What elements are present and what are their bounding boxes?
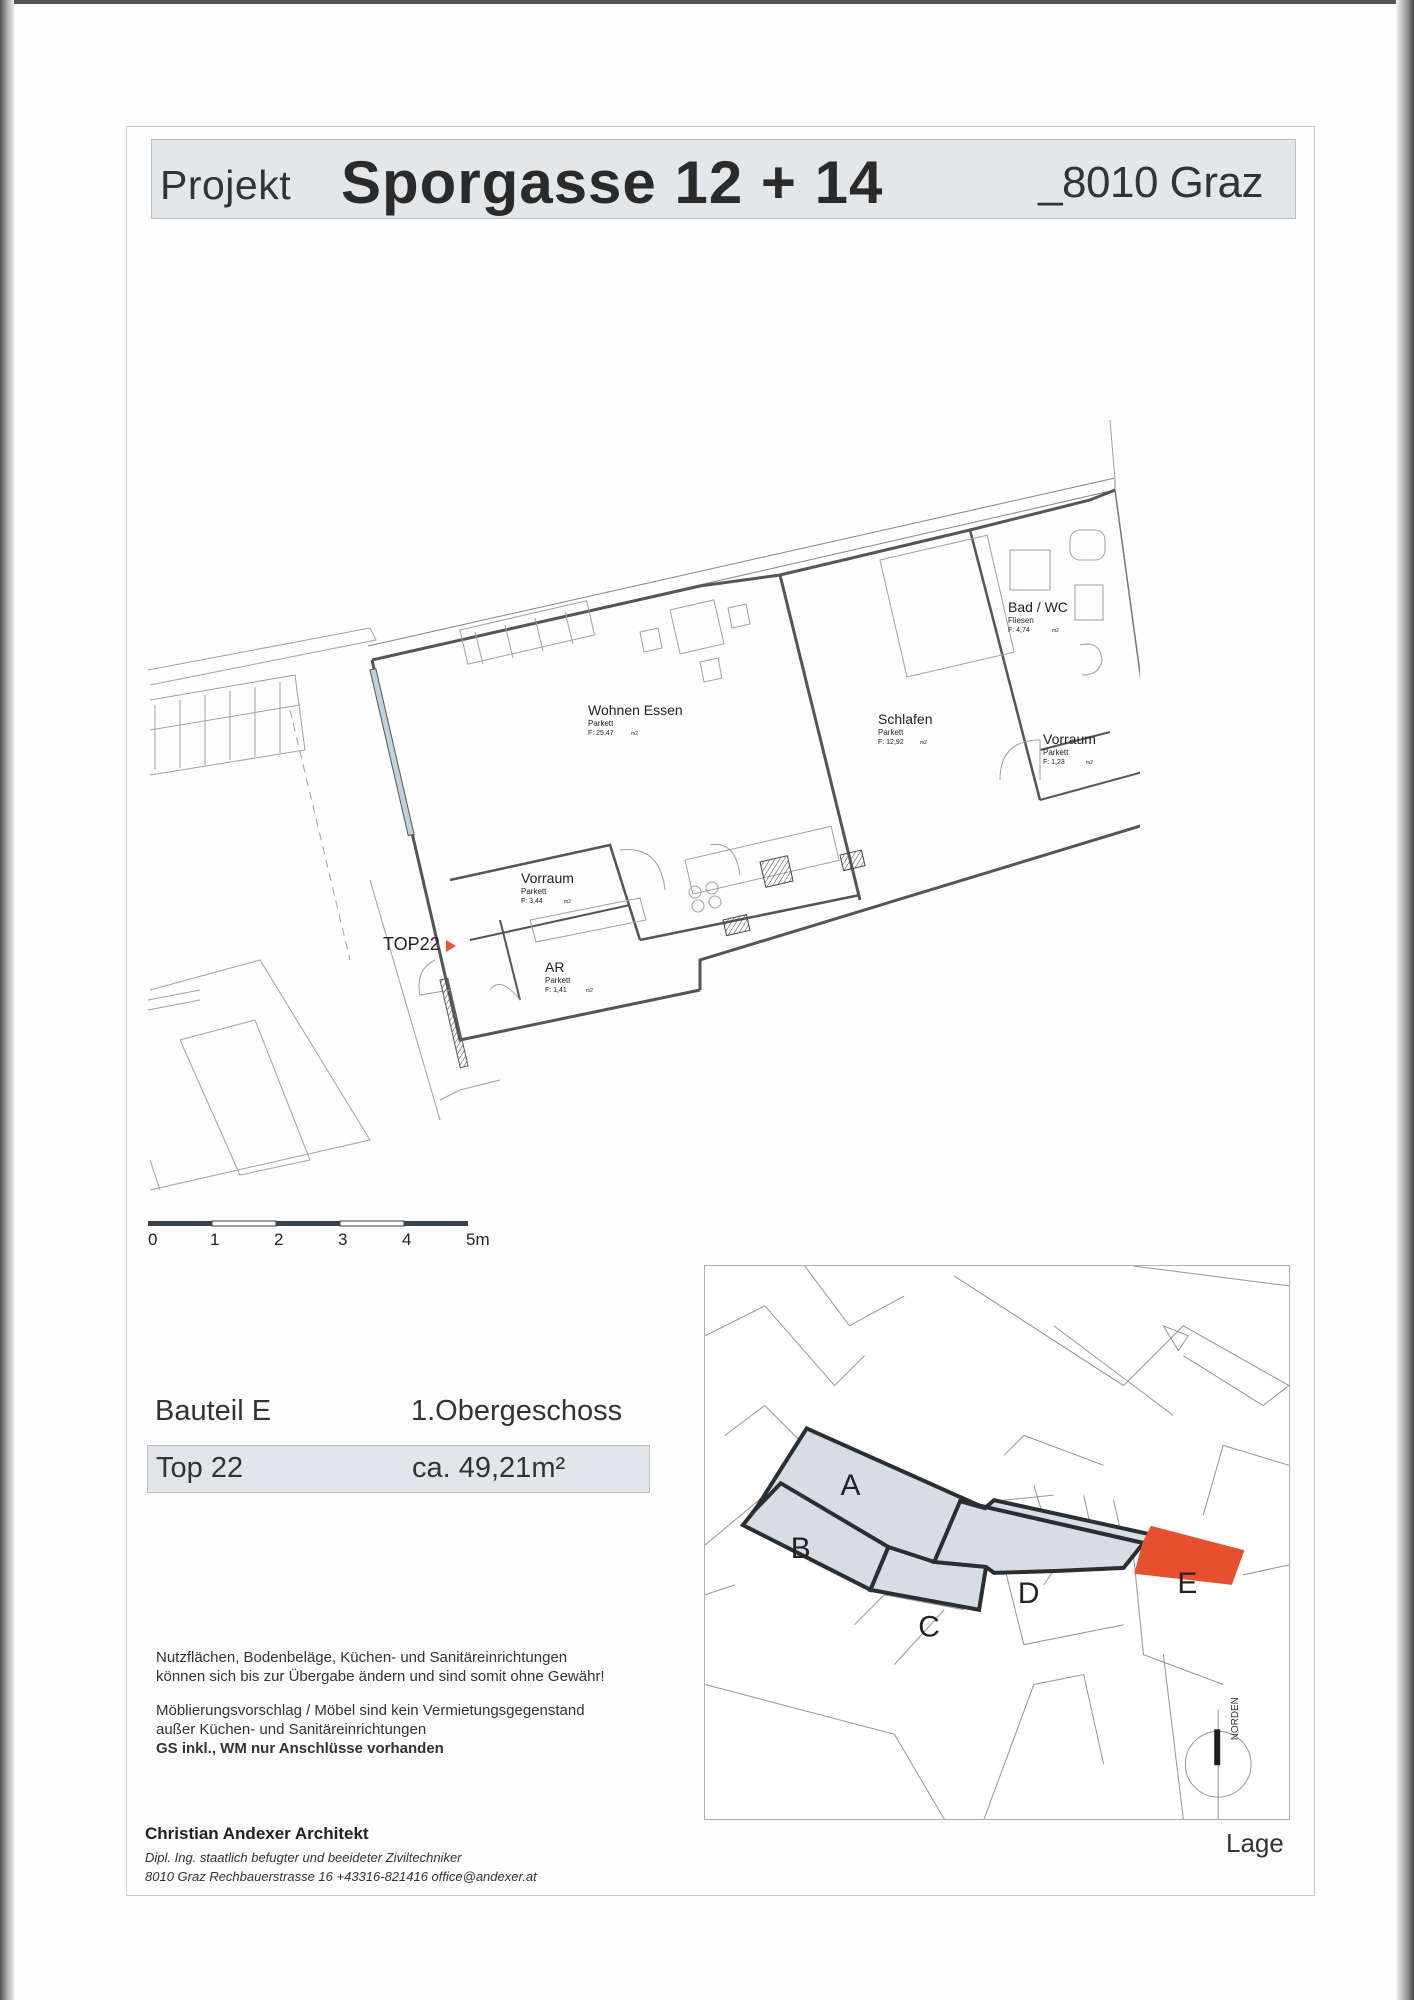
room-unit: m2 [1086, 760, 1093, 766]
entrance-label: TOP22 [383, 934, 440, 954]
room-floor: Parkett [545, 976, 571, 985]
note-line: können sich bis zur Übergabe ändern und sind somit ohne Gewähr! [156, 1668, 605, 1685]
north-arrow-icon [1214, 1729, 1220, 1765]
room-area: F: 12,92 [878, 739, 904, 746]
note-line: Nutzflächen, Bodenbeläge, Küchen- und Sanitäreinrichtungen [156, 1649, 568, 1666]
scale-tick: 4 [402, 1230, 412, 1249]
room-ar [545, 959, 593, 994]
room-floor: Fliesen [1008, 616, 1034, 625]
bauteil-label: Bauteil E [155, 1395, 272, 1427]
building-label-d: D [1017, 1576, 1040, 1610]
site-map-caption: Lage [1226, 1828, 1284, 1858]
unit-section-row [155, 1395, 655, 1435]
note-line-bold: GS inkl., WM nur Anschlüsse vorhanden [156, 1740, 444, 1757]
architect-block [145, 1824, 537, 1888]
room-vorraum-small [1043, 731, 1096, 766]
scale-tick: 3 [338, 1230, 348, 1249]
room-bad-wc [1008, 599, 1068, 634]
room-area: F: 1,41 [545, 987, 567, 994]
project-city: _8010 Graz [1038, 158, 1263, 207]
scale-tick: 2 [274, 1230, 284, 1249]
room-unit: m2 [631, 731, 638, 737]
entrance-marker-icon [446, 940, 456, 952]
room-name: Schlafen [878, 711, 933, 727]
unit-area: ca. 49,21m² [412, 1452, 566, 1484]
room-unit: m2 [564, 899, 571, 905]
room-name: AR [545, 959, 565, 975]
room-area: F: 3,44 [521, 898, 543, 905]
building-label-a: A [840, 1469, 861, 1503]
note-line: außer Küchen- und Sanitäreinrichtungen [156, 1721, 427, 1738]
room-name: Bad / WC [1008, 599, 1068, 615]
room-unit: m2 [1052, 628, 1059, 634]
page-top-edge [0, 0, 1414, 4]
room-name: Wohnen Essen [588, 702, 683, 718]
scale-tick: 5m [466, 1230, 490, 1249]
room-name: Vorraum [1043, 731, 1096, 747]
room-floor: Parkett [521, 887, 547, 896]
architect-contact: 8010 Graz Rechbauerstrasse 16 +43316-821416 office@andexer.at [145, 1869, 537, 1884]
room-schlafen [878, 711, 932, 746]
architect-name: Christian Andexer Architekt [145, 1824, 369, 1843]
room-area: F: 4,74 [1008, 627, 1030, 634]
room-vorraum [521, 870, 574, 905]
architect-title: Dipl. Ing. staatlich befugter und beeideter Ziviltechniker [145, 1850, 462, 1865]
unit-top-box [147, 1445, 650, 1493]
room-area: F: 1,23 [1043, 759, 1065, 766]
site-map-drawing [705, 1266, 1289, 1819]
scale-tick: 1 [210, 1230, 220, 1249]
building-label-e: E [1177, 1566, 1198, 1600]
building-label-c: C [918, 1610, 940, 1644]
project-name: Sporgasse 12 + 14 [341, 149, 884, 216]
room-floor: Parkett [878, 728, 904, 737]
scale-bar [140, 1215, 490, 1255]
room-unit: m2 [920, 740, 927, 746]
top-number: Top 22 [156, 1452, 244, 1484]
window-wall [370, 669, 414, 836]
room-name: Vorraum [521, 870, 574, 886]
project-label: Projekt [160, 162, 292, 208]
note-line: Möblierungsvorschlag / Möbel sind kein Vermietungsgegenstand [156, 1702, 585, 1719]
entrance-wall [440, 978, 468, 1067]
north-label: NORDEN [1230, 1697, 1242, 1741]
disclaimer-notes [156, 1648, 716, 1773]
project-header [151, 139, 1296, 219]
floor-plan [140, 400, 1140, 1200]
building-label-b: B [790, 1531, 811, 1565]
room-unit: m2 [586, 988, 593, 994]
scale-tick: 0 [148, 1230, 158, 1249]
room-area: F: 25,47 [588, 730, 614, 737]
room-wohnen-essen [588, 702, 683, 737]
binding-shadow-right [1396, 0, 1414, 2000]
room-floor: Parkett [588, 719, 614, 728]
room-floor: Parkett [1043, 748, 1069, 757]
floor-label: 1.Obergeschoss [411, 1395, 623, 1427]
site-map [704, 1265, 1290, 1820]
binding-shadow-left [0, 0, 14, 2000]
